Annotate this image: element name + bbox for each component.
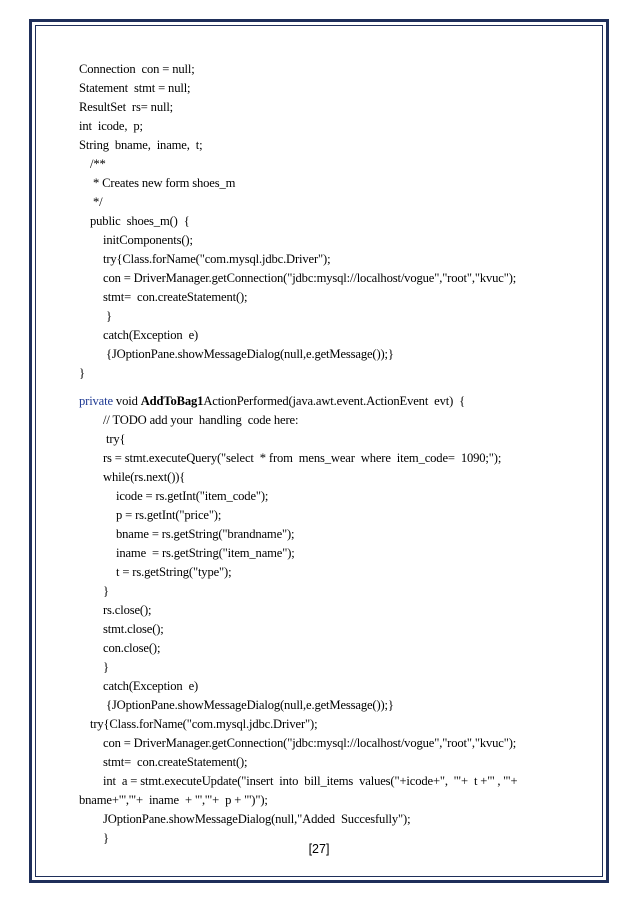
code-line: stmt.close(); <box>103 622 164 636</box>
void-keyword: void <box>115 394 138 408</box>
comment-line: // TODO add your handling code here: <box>103 413 299 427</box>
code-line: icode = rs.getInt("item_code"); <box>116 489 269 503</box>
method-signature <box>79 392 465 410</box>
code-line: stmt= con.createStatement(); <box>103 755 248 769</box>
code-line: initComponents(); <box>103 233 193 247</box>
code-line: {JOptionPane.showMessageDialog(null,e.getMessage());} <box>103 347 394 361</box>
page-number: [27] <box>308 842 330 856</box>
code-line: JOptionPane.showMessageDialog(null,"Added Succesfully"); <box>103 812 411 826</box>
code-line: } <box>103 584 109 598</box>
code-line: {JOptionPane.showMessageDialog(null,e.getMessage());} <box>103 698 394 712</box>
code-line: String bname, iname, t; <box>79 138 203 152</box>
code-line: } <box>79 366 85 380</box>
code-line: } <box>103 660 109 674</box>
comment-line: */ <box>90 195 103 209</box>
code-line: iname = rs.getString("item_name"); <box>116 546 295 560</box>
code-line: catch(Exception e) <box>103 328 199 342</box>
code-line: con = DriverManager.getConnection("jdbc:mysql://localhost/vogue","root","kvuc"); <box>103 736 517 750</box>
code-line: rs = stmt.executeQuery("select * from mens_wear where item_code= 1090;"); <box>103 451 502 465</box>
code-line: try{Class.forName("com.mysql.jdbc.Driver"); <box>90 717 318 731</box>
code-line: stmt= con.createStatement(); <box>103 290 248 304</box>
method-name: AddToBag1 <box>140 394 204 408</box>
comment-line: * Creates new form shoes_m <box>90 176 236 190</box>
code-line: while(rs.next()){ <box>103 470 186 484</box>
code-line: int a = stmt.executeUpdate("insert into bill_items values("+icode+", '"+ t +"' , '"+ <box>103 774 518 788</box>
code-line: try{Class.forName("com.mysql.jdbc.Driver"); <box>103 252 331 266</box>
code-line: bname+"','"+ iname + "','"+ p + "')"); <box>79 793 268 807</box>
code-line: try{ <box>103 432 126 446</box>
code-line: } <box>103 309 112 323</box>
private-keyword: private <box>79 394 113 408</box>
code-line: int icode, p; <box>79 119 143 133</box>
code-line: ResultSet rs= null; <box>79 100 174 114</box>
code-line: bname = rs.getString("brandname"); <box>116 527 295 541</box>
code-line: Statement stmt = null; <box>79 81 191 95</box>
comment-line: /** <box>90 157 106 171</box>
code-line: catch(Exception e) <box>103 679 199 693</box>
code-line: con.close(); <box>103 641 161 655</box>
code-line: Connection con = null; <box>79 62 195 76</box>
method-params: ActionPerformed(java.awt.event.ActionEvent evt) { <box>203 394 466 408</box>
code-line: rs.close(); <box>103 603 152 617</box>
code-line: p = rs.getInt("price"); <box>116 508 222 522</box>
code-line: public shoes_m() { <box>90 214 190 228</box>
code-line: t = rs.getString("type"); <box>116 565 232 579</box>
code-line: } <box>103 831 109 845</box>
code-line: con = DriverManager.getConnection("jdbc:mysql://localhost/vogue","root","kvuc"); <box>103 271 517 285</box>
